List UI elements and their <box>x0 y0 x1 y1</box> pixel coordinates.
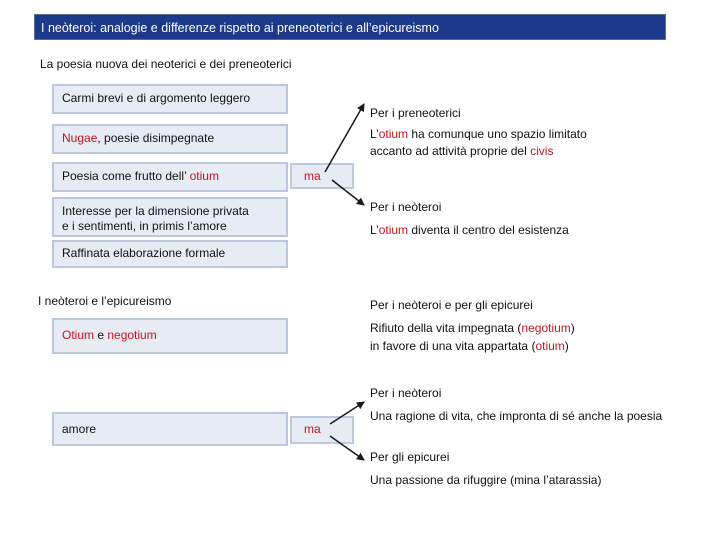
otium-negotium-mid: e <box>94 328 108 342</box>
neoteroi-title-1: Per i neòteroi <box>370 200 442 214</box>
rifiuto-b: ) <box>570 321 575 335</box>
otium-negotium-term1: Otium <box>62 328 95 342</box>
neoteroi-line-1-a: L’ <box>370 223 379 237</box>
neoteroi-line-1-b: diventa il centro del esistenza <box>408 223 569 237</box>
arrow-to-neoteroi-1 <box>332 180 364 205</box>
preneoterici-line2-a: accanto ad attività proprie del <box>370 144 531 158</box>
favore-otium: otium <box>535 339 565 353</box>
preneoterici-line1-a: L’ <box>370 127 379 141</box>
ma-label-1: ma <box>304 169 321 183</box>
favore-b: ) <box>564 339 569 353</box>
preneoterici-civis: civis <box>530 144 554 158</box>
rifiuto-a: Rifiuto della vita impegnata ( <box>370 321 522 335</box>
neoteroi-amore-text: Una ragione di vita, che impronta di sé anche la poesia <box>370 409 663 423</box>
preneoterici-title: Per i preneoterici <box>370 106 461 120</box>
arrow-to-neoteroi-2 <box>330 402 364 424</box>
preneoterici-otium: otium <box>378 127 409 141</box>
otium-negotium-term2: negotium <box>107 328 157 342</box>
nugae-rest: , poesie disimpegnate <box>97 131 215 145</box>
page-title: I neòteroi: analogie e differenze rispetto ai preneoterici e all’epicureismo <box>34 14 666 40</box>
otium-text: Poesia come frutto dell’ <box>62 169 190 183</box>
interesse-line1: Interesse per la dimensione privata <box>62 204 249 218</box>
interesse-line2: e i sentimenti, in primis l’amore <box>62 219 227 233</box>
rifiuto-negotium: negotium <box>521 321 571 335</box>
epicurei-title: Per gli epicurei <box>370 450 450 464</box>
otium-term: otium <box>189 169 219 183</box>
arrow-to-epicurei <box>330 436 364 460</box>
section2-heading: I neòteroi e l’epicureismo <box>38 294 172 308</box>
section1-heading: La poesia nuova dei neoterici e dei preneoterici <box>40 57 292 71</box>
neoteroi-title-2: Per i neòteroi <box>370 386 442 400</box>
arrow-to-preneoterici <box>325 104 364 172</box>
nugae-term: Nugae <box>62 131 98 145</box>
box-carmi-text: Carmi brevi e di argomento leggero <box>62 91 251 105</box>
amore-text: amore <box>62 422 97 436</box>
raffinata-text: Raffinata elaborazione formale <box>62 246 226 260</box>
epicurei-text: Una passione da rifuggire (mina l’atarassia) <box>370 473 602 487</box>
preneoterici-line1-b: ha comunque uno spazio limitato <box>408 127 587 141</box>
favore-a: in favore di una vita appartata ( <box>370 339 536 353</box>
ma-label-2: ma <box>304 422 321 436</box>
neoteroi-otium: otium <box>378 223 409 237</box>
neoteroi-epicurei-title: Per i neòteroi e per gli epicurei <box>370 298 533 312</box>
